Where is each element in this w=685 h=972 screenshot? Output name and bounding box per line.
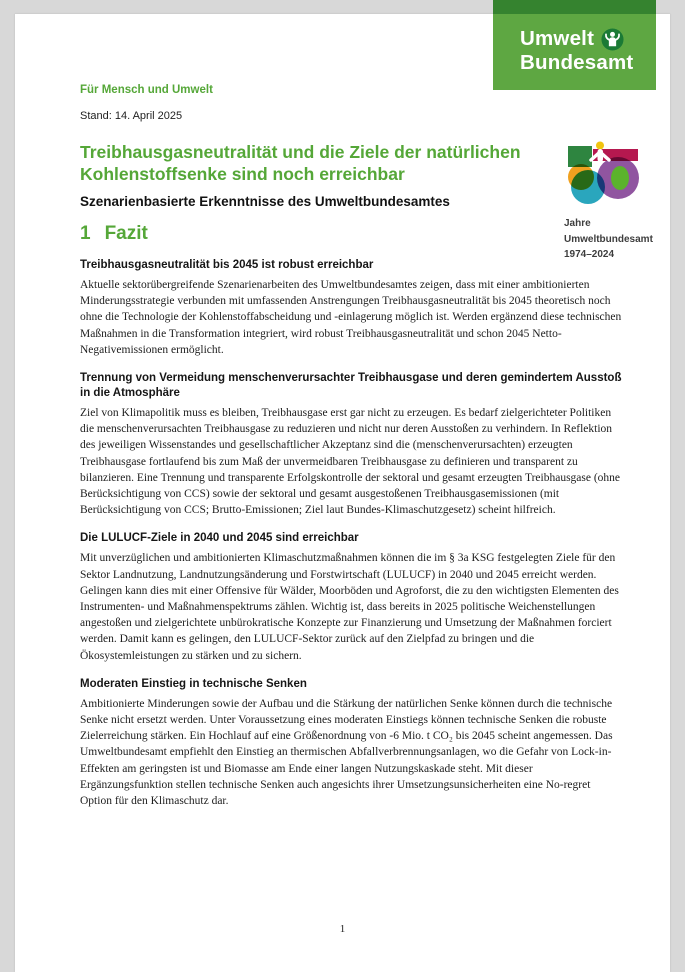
uba-logo-word-2: Bundesamt: [520, 51, 634, 74]
uba-logo-word-1: Umwelt: [520, 27, 595, 50]
date-line: Stand: 14. April 2025: [80, 110, 183, 122]
document-page: [15, 14, 670, 972]
anniversary-line3: 1974–2024: [564, 249, 615, 260]
document-title: Treibhausgasneutralität und die Ziele der natürlichen Kohlenstoffsenke sind noch erreichbar: [80, 142, 521, 184]
uba-logo: [493, 0, 656, 90]
anniversary-logo: [558, 138, 670, 263]
chapter-heading: [80, 222, 148, 246]
section-heading: Moderaten Einstieg in technische Senken: [80, 677, 307, 690]
section-heading: Treibhausgasneutralität bis 2045 ist robust erreichbar: [80, 259, 374, 271]
section-fazit-4: [80, 677, 622, 809]
anniversary-text: [564, 216, 670, 263]
uba-logo-topbar: [493, 0, 656, 14]
section-fazit-2: [80, 371, 622, 518]
section-fazit-3: [80, 531, 622, 663]
section-paragraph: Aktuelle sektorübergreifende Szenarienarbeiten des Umweltbundesamtes zeigen, dass mit einer ambitionierten Minderungsstrategie verbunden mit umfassenden Anstrengungen Treibhausgasneutralität bis 2045 theoretisch noch ohne die Technologie der Kohlenstoffabscheidung und -einlagerung möglich ist. Werden ergänzend diese technischen Maßnahmen in die Transformation integriert, wird robust Treibhausgasneutralität und schon 2045 Netto-Negativemissionen ermöglicht.: [80, 279, 622, 356]
section-paragraph: Ziel von Klimapolitik muss es bleiben, Treibhausgase erst gar nicht zu erzeugen. Es bedarf zielgerichteter Politiken die menschenverursachten Treibhausgase zu reduzieren und nicht nur deren Ausstoßen zu verhindern. In Reflektion des jeweiligen Wissenstandes und gesellschaftlicher Akzeptanz sind die (menschenverursachten) erzeugten Treibhausgase fortlaufend bis zum Maß der unvermeidbaren Treibhausgase zu definieren und transparent zu bilanzieren. Eine Trennung und transparente Erfolgskontrolle der sektoral und gesamt erzeugten Treibhausgase (ohne Berücksichtigung von CCS) sowie der sektoral und gesamt ausgestoßenen Treibhausgasemissionen (mit Berücksichtigung von CCS; Brutto-Emissionen; Ziel laut Bundes-Klimaschutzgesetz) scheint hilfreich.: [80, 407, 621, 517]
body-sections: [80, 258, 622, 822]
anniversary-line2: Umweltbundesamt: [564, 233, 653, 245]
section-fazit-1: [80, 258, 622, 358]
section-paragraph: Mit unverzüglichen und ambitionierten Klimaschutzmaßnahmen können die im § 3a KSG festgelegten Ziele für den Sektor Landnutzung, Landnutzungsänderung und Forstwirtschaft (LULUCF) in 2040 und 2045 erreicht werden. Gelingen kann dies mit einer Offensive für Wälder, Moorböden und Agroforst, die zu den wichtigsten Elementen des Instrumenten- und Maßnahmenspektrums zählen. Wichtig ist, dass bereits in 2025 politische Weichenstellungen angestoßen und zielgerichtete unbürokratische Konzepte zur Finanzierung und Umsetzung der Maßnahmen forciert werden. Damit kann es gelingen, den LULUCF-Sektor zurück auf den Zielpfad zu bringen und die Ökosystemleistungen zu stärken und zu sichern.: [80, 552, 619, 662]
section-paragraph: Ambitionierte Minderungen sowie der Aufbau und die Stärkung der natürlichen Senke können durch die technische Senke nicht ersetzt werden. Unter Voraussetzung eines moderaten Einstiegs können technische Senken die robuste Zielerreichung stärken. Ein Hochlauf auf eine Größenordnung von -6 Mio. t CO₂ bis 2045 scheint angemessen. Das Umweltbundesamt empfiehlt den Einstieg an thermischen Abfallverbrennungsanlagen, wo die Gefahr von Lock-in-Effekten am geringsten ist und Biomasse am Ende einer langen Nutzungskaskade steht. Mit dieser Ergänzungsfunktion stellen technische Senken auch angesichts ihrer Umsetzungsunsicherheiten eine No-regret Option für den Klimaschutz dar.: [80, 697, 613, 808]
section-heading: Die LULUCF-Ziele in 2040 und 2045 sind erreichbar: [80, 532, 359, 545]
50-years-graphic-icon: [558, 138, 658, 208]
uba-logo-box: [493, 14, 656, 90]
chapter-title: Fazit: [104, 223, 148, 244]
anniversary-line1: Jahre: [564, 218, 591, 229]
section-heading: Trennung von Vermeidung menschenverursachter Treibhausgase und deren gemindertem Ausstoß in die Atmosphäre: [80, 372, 622, 400]
tagline: Für Mensch und Umwelt: [80, 84, 213, 96]
chapter-number: 1: [80, 223, 91, 244]
document-subtitle: Szenarienbasierte Erkenntnisse des Umweltbundesamtes: [80, 194, 450, 209]
page-number: 1: [339, 923, 346, 935]
uba-person-icon: [601, 28, 624, 51]
